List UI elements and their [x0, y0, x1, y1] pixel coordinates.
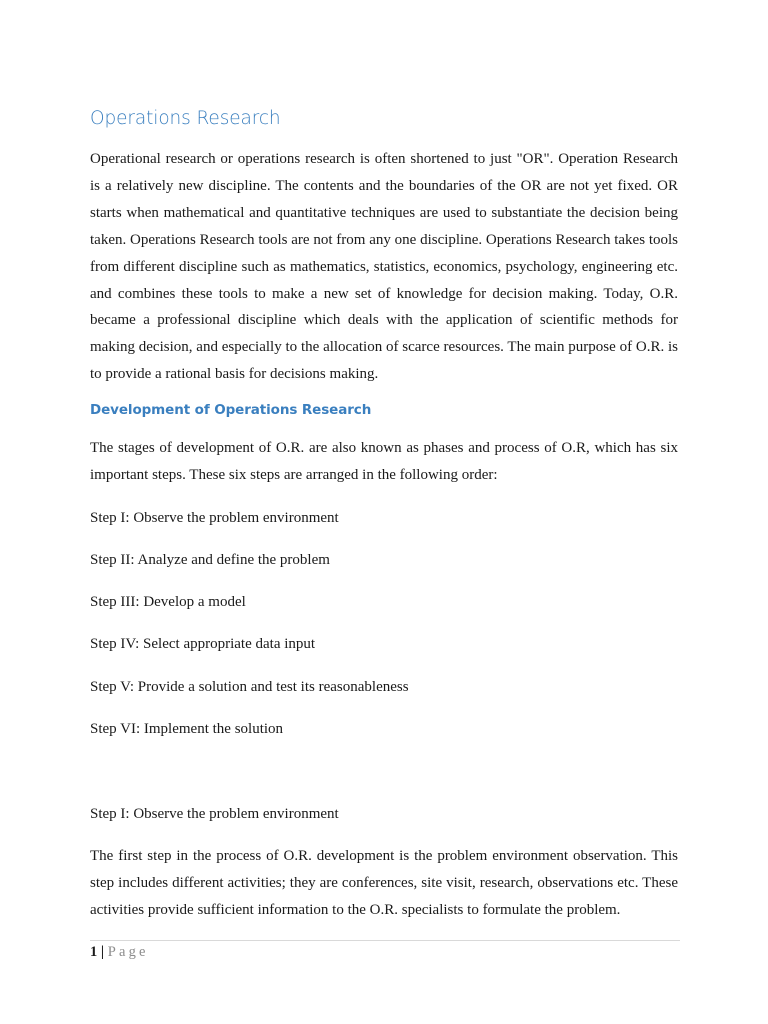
page-number: 1 [90, 944, 98, 960]
document-page [90, 0, 678, 1024]
footer-divider [90, 940, 680, 941]
page-label: Page [107, 944, 149, 960]
step-item-1: Step I: Observe the problem environment [90, 510, 339, 526]
step-item-6: Step VI: Implement the solution [90, 721, 284, 737]
step-item-4: Step IV: Select appropriate data input [90, 636, 316, 652]
document-title: Operations Research [90, 108, 281, 129]
section-heading: Development of Operations Research [90, 402, 372, 418]
step-item-5: Step V: Provide a solution and test its reasonableness [90, 679, 409, 695]
step-item-2: Step II: Analyze and define the problem [90, 552, 330, 568]
footer-separator: | [100, 944, 105, 960]
step-one-heading: Step I: Observe the problem environment [90, 806, 339, 822]
intro-paragraph: Operational research or operations research is often shortened to just "OR". Operation Research is a relatively new discipline. The contents and the boundaries of the OR are not yet fixed. OR starts when mathematical and quantitative techniques are used to substantiate the decision being taken. Operations Research tools are not from any one discipline. Operations Research takes tools from different discipline such as mathematics, statistics, economics, psychology, engineering etc. and combines these tools to make a new set of knowledge for decision making. Today, O.R. became a professional discipline which deals with the application of scientific methods for making decision, and especially to the allocation of scarce resources. The main purpose of O.R. is to provide a rational basis for decisions making. [90, 151, 678, 383]
step-one-paragraph: The first step in the process of O.R. development is the problem environment observation. This step includes different activities; they are conferences, site visit, research, observations etc. These activities provide sufficient information to the O.R. specialists to formulate the problem. [90, 848, 678, 918]
stages-paragraph: The stages of development of O.R. are also known as phases and process of O.R, which has six important steps. These six steps are arranged in the following order: [90, 440, 678, 483]
page-footer [90, 942, 149, 962]
step-item-3: Step III: Develop a model [90, 594, 246, 610]
